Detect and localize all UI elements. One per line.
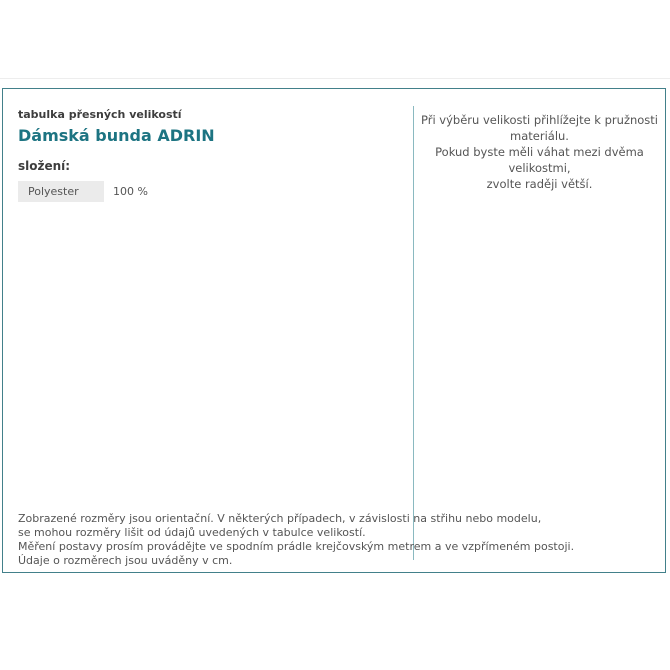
size-table-panel (2, 88, 666, 573)
disclaimer-line: se mohou rozměry lišit od údajů uvedených v tabulce velikostí. (18, 526, 366, 539)
product-title: Dámská bunda ADRIN (18, 126, 215, 145)
size-advice-line: zvolte raději větší. (486, 177, 593, 191)
section-label: tabulka přesných velikostí (18, 108, 182, 121)
size-advice-line: Při výběru velikosti přihlížejte k pružnosti materiálu. (420, 113, 658, 143)
disclaimer-line: Měření postavy prosím provádějte ve spodním prádle krejčovským metrem a ve vzpřímeném postoji. (18, 540, 575, 553)
size-advice-note (414, 112, 665, 192)
composition-row (18, 181, 148, 202)
disclaimer-line: Zobrazené rozměry jsou orientační. V některých případech, v závislosti na střihu nebo modelu, (18, 512, 542, 525)
top-divider (0, 78, 670, 79)
measurement-disclaimer (18, 512, 574, 568)
size-advice-line: Pokud byste měli váhat mezi dvěma velikostmi, (435, 145, 644, 175)
disclaimer-line: Údaje o rozměrech jsou uváděny v cm. (18, 554, 233, 567)
material-percent: 100 % (113, 185, 148, 198)
composition-label: složení: (18, 159, 71, 173)
material-cell: Polyester (18, 181, 104, 202)
